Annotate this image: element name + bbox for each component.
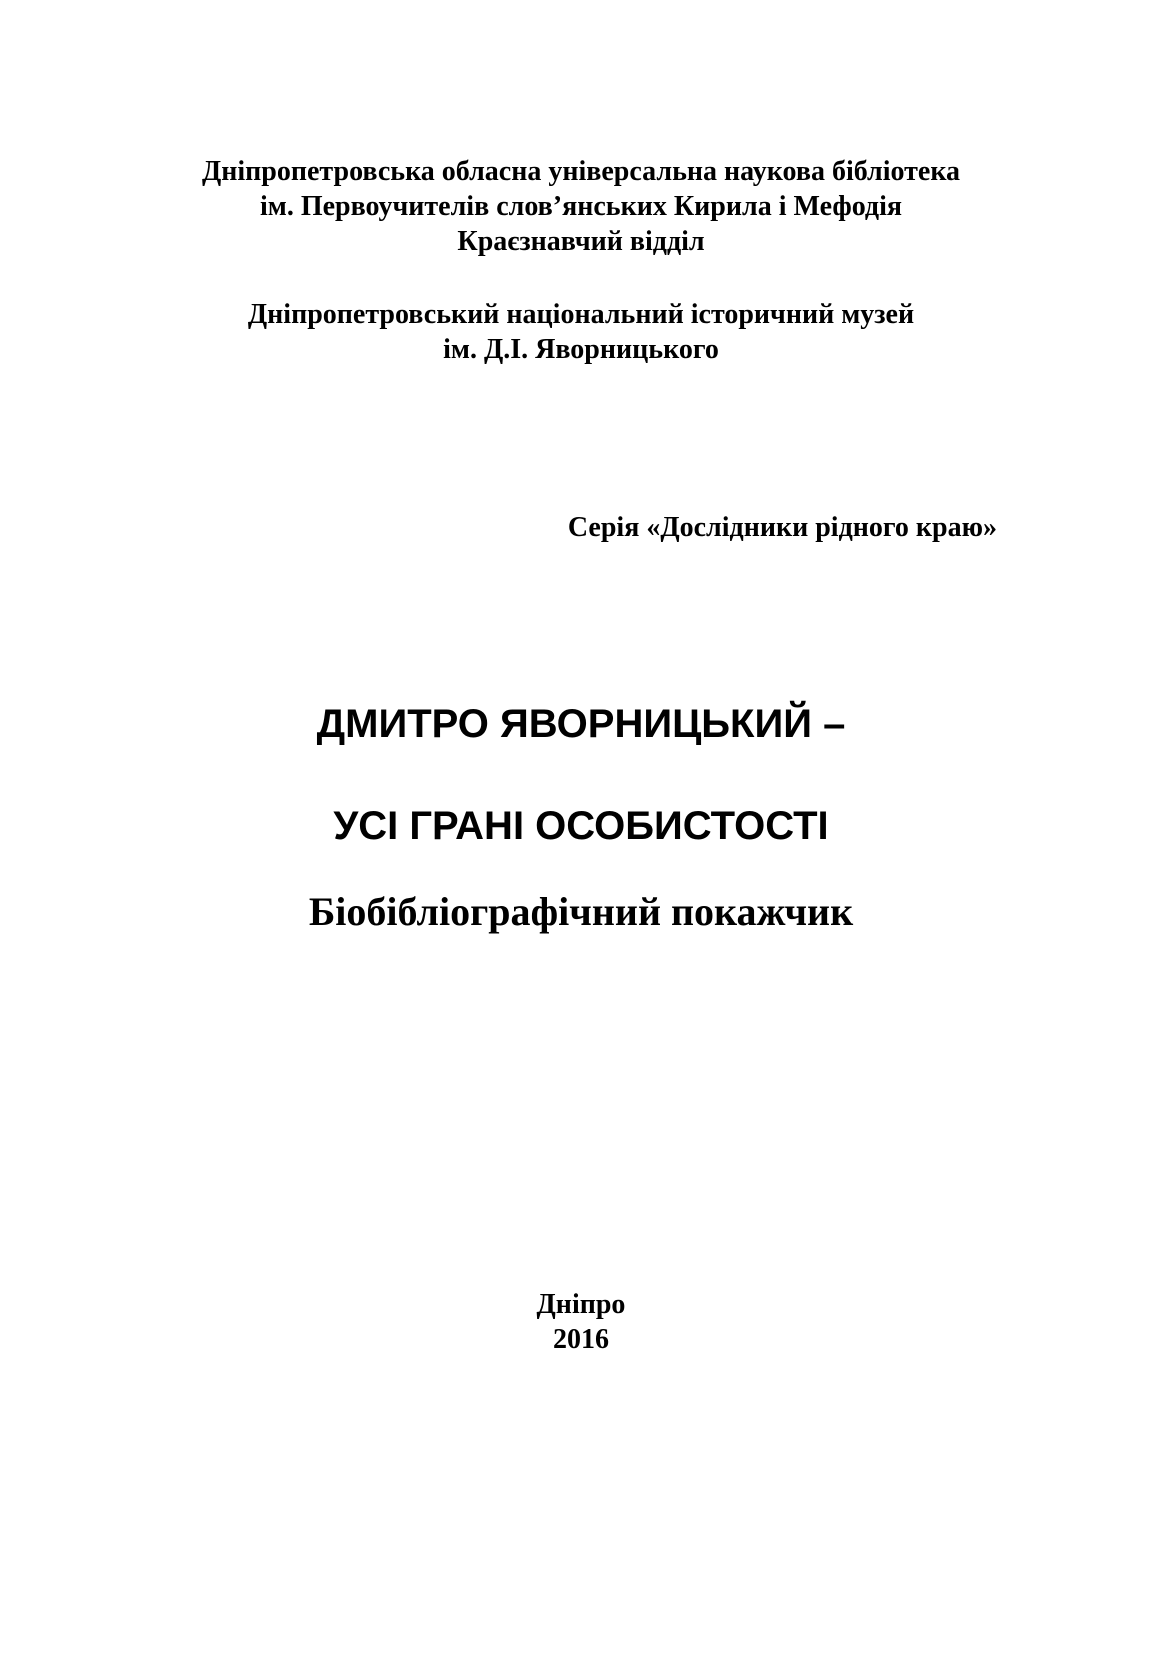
imprint-block (0, 1287, 1162, 1357)
museum-name: Дніпропетровський національний історичний музей (247, 299, 915, 330)
museum-block (0, 297, 1162, 367)
subtitle: Біобібліографічний покажчик (308, 889, 854, 934)
imprint-city: Дніпро (536, 1289, 626, 1320)
library-name: Дніпропетровська обласна універсальна наукова бібліотека (201, 156, 961, 187)
series-label: Серія «Дослідники рідного краю» (567, 512, 997, 543)
library-name-continued: ім. Первоучителів слов’янських Кирила і Мефодія (260, 191, 902, 222)
main-title-line2: УСІ ГРАНІ ОСОБИСТОСТІ (333, 804, 829, 848)
library-block (0, 154, 1162, 259)
museum-name-continued: ім. Д.І. Яворницького (443, 334, 719, 365)
imprint-year: 2016 (553, 1324, 609, 1355)
department-name: Краєзнавчий відділ (457, 226, 705, 257)
main-title-line1: ДМИТРО ЯВОРНИЦЬКИЙ – (316, 702, 846, 746)
